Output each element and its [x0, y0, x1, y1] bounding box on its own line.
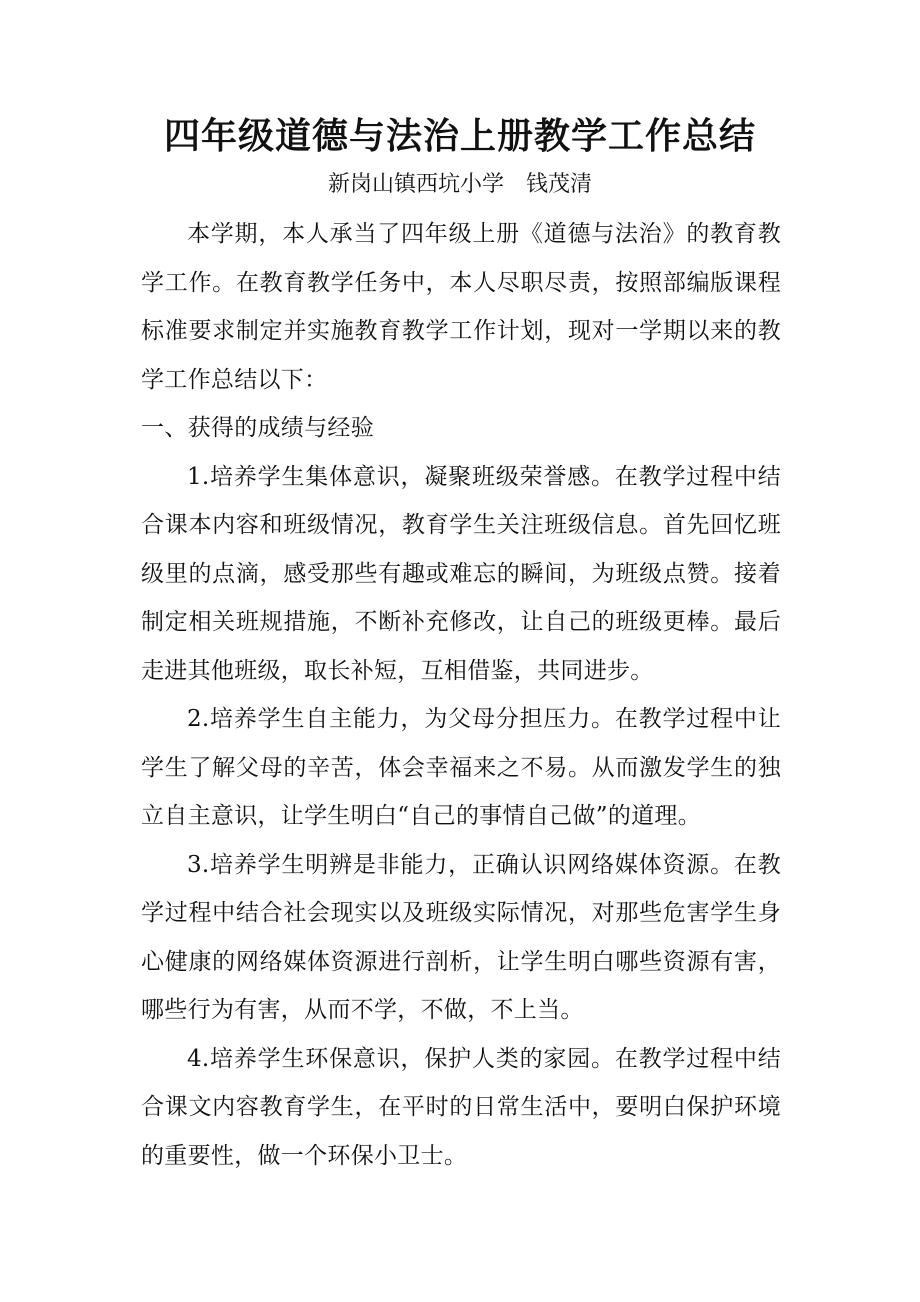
author-line: 新岗山镇西坑小学 钱茂清	[327, 172, 592, 197]
section-heading: 一、获得的成绩与经验	[141, 415, 374, 441]
point-paragraph-4: 4.培养学生环保意识，保护人类的家园。在教学过程中结合课文内容教育学生，在平时的日常生活中，要明白保护环境的重要性，做一个环保小卫士。	[141, 1045, 781, 1169]
document-title: 四年级道德与法治上册教学工作总结	[163, 115, 756, 157]
point-paragraph-2: 2.培养学生自主能力，为父母分担压力。在教学过程中让学生了解父母的辛苦，体会幸福来之不易。从而激发学生的独立自主意识，让学生明白“自己的事情自己做”的道理。	[141, 706, 781, 829]
point-paragraph-3: 3.培养学生明辨是非能力，正确认识网络媒体资源。在教学过程中结合社会现实以及班级实际情况，对那些危害学生身心健康的网络媒体资源进行剖析，让学生明白哪些资源有害，哪些行为有害，从而不学，不做，不上当。	[141, 851, 781, 1023]
document-body	[141, 210, 781, 1180]
intro-paragraph: 本学期，本人承当了四年级上册《道德与法治》的教育教学工作。在教育教学任务中，本人尽职尽责，按照部编版课程标准要求制定并实施教育教学工作计划，现对一学期以来的教学工作总结以下：	[141, 221, 781, 393]
point-paragraph-1: 1.培养学生集体意识，凝聚班级荣誉感。在教学过程中结合课本内容和班级情况，教育学生关注班级信息。首先回忆班级里的点滴，感受那些有趣或难忘的瞬间，为班级点赞。接着制定相关班规措施，不断补充修改，让自己的班级更棒。最后走进其他班级，取长补短，互相借鉴，共同进步。	[141, 463, 781, 684]
